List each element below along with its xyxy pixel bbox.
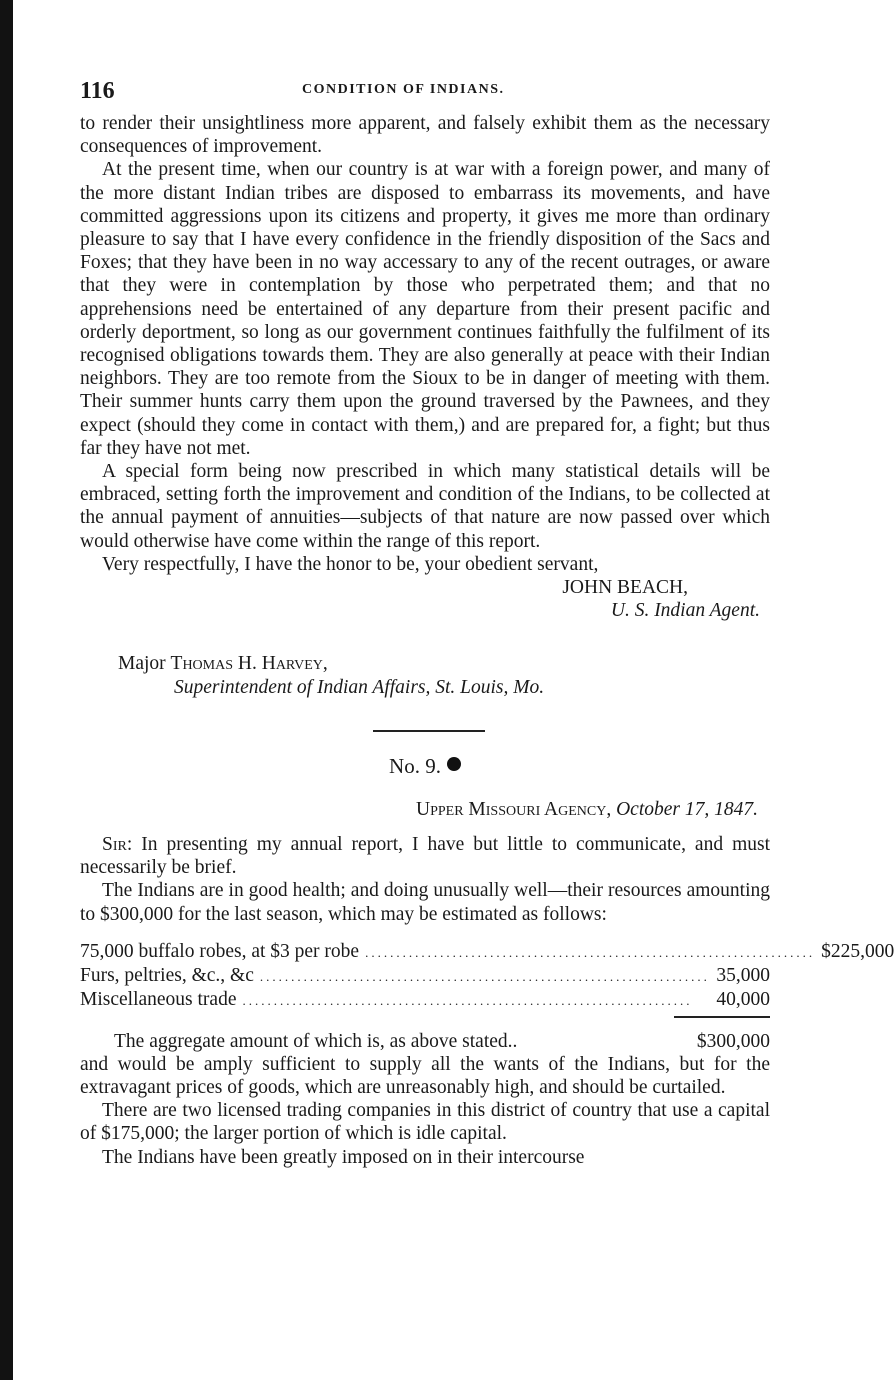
- addressee-line-2: Superintendent of Indian Affairs, St. Louis, Mo.: [174, 677, 545, 699]
- closing-line: Very respectfully, I have the honor to be, your obedient servant,: [102, 553, 599, 575]
- ink-blot-mark: [447, 757, 461, 771]
- signature-name: JOHN BEACH,: [562, 577, 688, 599]
- document-number-text: No. 9.: [389, 754, 441, 779]
- addressee: [80, 652, 770, 700]
- ledger-row: [80, 964, 770, 988]
- signature-title: U. S. Indian Agent.: [610, 600, 760, 622]
- salutation: Sir: [102, 834, 127, 856]
- paragraph: The Indians are in good health; and doing unusually well—their resources amounting to $300,000 for the last season, which may be estimated as follows:: [80, 880, 770, 925]
- dateline-place: Upper Missouri Agency,: [416, 799, 612, 821]
- report-body-2: [80, 833, 770, 926]
- leader-dots: ........................................................................: [242, 992, 693, 1008]
- ledger-description: 75,000 buffalo robes, at $3 per robe: [80, 940, 360, 962]
- page-header: [80, 72, 770, 112]
- dateline-date: October 17, 1847.: [616, 799, 758, 821]
- paragraph: The Indians have been greatly imposed on in their intercourse: [102, 1146, 585, 1168]
- page-edge-shadow: [0, 0, 13, 1380]
- paragraph: to render their unsightliness more apparent, and falsely exhibit them as the necessary consequences of improvement.: [80, 113, 770, 158]
- ledger-description: Furs, peltries, &c., &c: [80, 964, 254, 986]
- leader-dots: ........................................................................: [365, 944, 816, 960]
- ledger-row: [80, 988, 770, 1012]
- addressee-middle: H.: [233, 653, 262, 675]
- resources-ledger: [80, 940, 894, 1053]
- ledger-amount: $225,000: [821, 940, 894, 962]
- document-number: [80, 754, 770, 779]
- paragraph-text: : In presenting my annual report, I have but little to communicate, and must necessarily be brief.: [80, 834, 770, 879]
- addressee-line-1: [118, 652, 770, 676]
- dateline: [80, 799, 770, 821]
- paragraph: and would be amply sufficient to supply all the wants of the Indians, but for the extravagant prices of goods, which are unreasonably high, and should be curtailed.: [80, 1053, 770, 1099]
- ledger-amount: 40,000: [716, 988, 770, 1010]
- ledger-total-amount: $300,000: [696, 1030, 770, 1052]
- section-divider: [373, 730, 485, 732]
- addressee-name-end: ,: [322, 653, 328, 675]
- paragraph: There are two licensed trading companies in this district of country that use a capital of $175,000; the larger portion of which is idle capital.: [80, 1100, 770, 1145]
- ledger-total-row: [80, 1030, 770, 1053]
- ledger-amount: 35,000: [716, 964, 770, 986]
- paragraph: A special form being now prescribed in which many statistical details will be embraced, setting forth the improvement and condition of the Indians, to be collected at the annual payment of annuities—subjects of that nature are now passed over which would otherwise have come within the range of this report.: [80, 461, 770, 552]
- ledger-description: Miscellaneous trade: [80, 988, 237, 1010]
- page-number: 116: [80, 78, 115, 104]
- running-title: CONDITION OF INDIANS.: [302, 82, 505, 97]
- addressee-last-name: Harvey: [261, 653, 323, 675]
- ledger-row: [80, 940, 894, 964]
- document-page: [80, 72, 894, 1169]
- addressee-first-name: Thomas: [170, 653, 234, 675]
- ledger-total-description: The aggregate amount of which is, as above stated..: [114, 1030, 518, 1052]
- report-body-3: [80, 1053, 770, 1169]
- leader-dots: ........................................................................: [259, 968, 710, 984]
- paragraph: At the present time, when our country is at war with a foreign power, and many of the more distant Indian tribes are disposed to embarrass its movements, and have committed aggressions upon its citizens and property, it gives me more than ordinary pleasure to say that I have every confidence in the friendly disposition of the Sacs and Foxes; that they have been in no way accessary to any of the recent outrages, or aware that they were in contemplation by those who perpetrated them; and that no apprehensions need be entertained of any departure from their present pacific and orderly deportment, so long as our government continues faithfully the fulfilment of its recognised obligations towards them. They are also generally at peace with their Indian neighbors. They are too remote from the Sioux to be in danger of meeting with them. Their summer hunts carry them upon the ground traversed by the Pawnees, and they expect (should they come in contact with them,) and are prepared for, a fight; but thus far they have not met.: [80, 159, 770, 459]
- report-body-1: [80, 112, 770, 576]
- addressee-prefix: Major: [118, 653, 171, 675]
- paragraph: [80, 833, 770, 879]
- total-rule: [674, 1016, 770, 1018]
